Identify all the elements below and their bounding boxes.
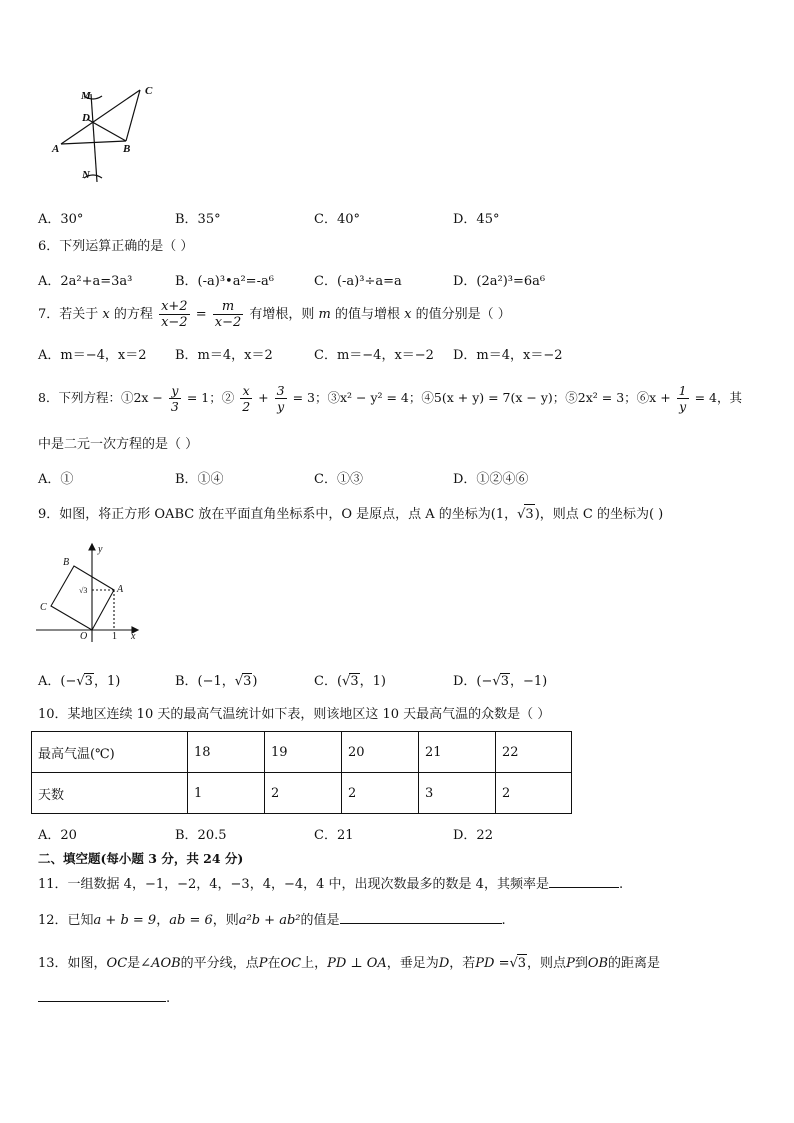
q8-frac-y3-num: y xyxy=(169,383,181,399)
label-sqrt3: √3 xyxy=(79,586,88,595)
q13-perp: PD ⊥ OA xyxy=(327,956,387,971)
q9-opt-d-pre: D．(− xyxy=(453,674,493,689)
q12-text-3: ，则 xyxy=(212,913,239,928)
y-axis-arrow xyxy=(89,544,95,550)
q9-opt-a-post: ，1) xyxy=(93,674,121,689)
q5-option-c: C．40° xyxy=(314,212,360,227)
q8-stem xyxy=(38,380,742,416)
q8-frac-x2-den: 2 xyxy=(242,399,251,414)
segment-ab xyxy=(61,141,126,144)
q12-stem xyxy=(38,912,506,930)
q13-text-2: 是 xyxy=(127,956,141,971)
q6-option-a: A．2a²+a=3a³ xyxy=(38,274,133,289)
q13-answer-blank[interactable] xyxy=(38,1001,166,1002)
table-cell: 18 xyxy=(188,732,265,773)
q8-fraction-x2 xyxy=(240,383,252,414)
label-m: M xyxy=(81,90,91,102)
q13-pd: PD = xyxy=(475,956,510,971)
q9-option-a: A．(−√3，1) xyxy=(38,674,121,689)
label-d: D xyxy=(82,112,90,124)
q8-frac-y3-den: 3 xyxy=(170,399,179,414)
q5-option-a: A．30° xyxy=(38,212,84,227)
q8-frac-1y-num: 1 xyxy=(678,383,687,398)
q13-stem: 13．如图，OC是∠AOB的平分线，点P在OC上，PD ⊥ OA，垂足为D，若PD =√3，则点P到OB的距离是 xyxy=(38,956,661,971)
q7-fraction-2 xyxy=(213,299,244,330)
table-cell: 3 xyxy=(419,773,496,814)
label-one: 1 xyxy=(112,631,117,642)
q9-opt-a-rad: 3 xyxy=(84,674,93,689)
q7-option-c: C．m＝−4，x＝−2 xyxy=(314,348,434,363)
q7-frac2-num: m xyxy=(213,299,244,315)
table-cell: 2 xyxy=(496,773,572,814)
q13-text-1: 13．如图， xyxy=(38,956,107,971)
q7-stem xyxy=(38,297,511,333)
q8-frac-3y-den: y xyxy=(277,399,285,414)
table-cell: 2 xyxy=(265,773,342,814)
q13-angle: ∠AOB xyxy=(140,956,181,971)
q8-option-b: B．①④ xyxy=(175,472,224,487)
q7-var-x: x xyxy=(102,307,110,322)
q13-text-8: ，则点 xyxy=(527,956,567,971)
q5-option-d: D．45° xyxy=(453,212,500,227)
q7-option-b: B．m＝4，x＝2 xyxy=(175,348,273,363)
label-o: O xyxy=(80,631,88,642)
q9-option-b: B．(−1，√3) xyxy=(175,674,258,689)
table-cell: 最高气温(℃) xyxy=(32,732,188,773)
q13-sqrt-3: 3 xyxy=(517,956,527,971)
q8-text-1: 8．下列方程：①2x − xyxy=(38,390,163,405)
square-oabc xyxy=(51,566,114,630)
q13-text-9: 到 xyxy=(574,956,588,971)
q7-text-2: 的方程 xyxy=(113,307,153,322)
q7-text-4: 的值与增根 xyxy=(335,307,401,322)
q8-fraction-1y xyxy=(677,383,689,414)
table-cell: 天数 xyxy=(32,773,188,814)
q8-text-3: = 3；③x² − y² = 4；④5(x + y) = 7(x − y)；⑤2x² = 3；⑥x + xyxy=(292,390,671,405)
label-x: x xyxy=(131,631,136,642)
q7-equals: = xyxy=(195,307,207,322)
q13-p-2: P xyxy=(566,956,575,971)
q8-plus: + xyxy=(258,390,269,405)
label-c: C xyxy=(40,602,47,613)
q9-text-2: )，则点 C 的坐标为( ) xyxy=(534,507,664,522)
q8-frac-3y-num: 3 xyxy=(276,383,285,398)
q13-ob: OB xyxy=(587,956,609,971)
q9-figure xyxy=(34,540,144,644)
q8-option-d: D．①②④⑥ xyxy=(453,472,529,487)
q13-p-1: P xyxy=(258,956,268,971)
q11-end: . xyxy=(618,877,624,892)
q9-opt-a-pre: A．(− xyxy=(38,674,77,689)
q7-fraction-1 xyxy=(159,299,190,330)
label-n: N xyxy=(82,169,90,181)
q8-text-2: = 1；② xyxy=(186,390,235,405)
q12-text-1: 12．已知 xyxy=(38,913,94,928)
q6-stem: 6．下列运算正确的是（ ） xyxy=(38,239,194,254)
q13-text-7: ，若 xyxy=(449,956,476,971)
q9-option-d: D．(−√3，−1) xyxy=(453,674,548,689)
q9-opt-d-post: ，−1) xyxy=(509,674,548,689)
q9-opt-b-post: ) xyxy=(252,674,258,689)
q9-text-1: 9．如图，将正方形 OABC 放在平面直角坐标系中，O 是原点，点 A 的坐标为(1， xyxy=(38,507,518,522)
q9-opt-c-post: ，1) xyxy=(359,674,386,689)
q9-stem: 9．如图，将正方形 OABC 放在平面直角坐标系中，O 是原点，点 A 的坐标为(1，√3)，则点 C 的坐标为( ) xyxy=(38,504,663,525)
q7-option-a: A．m＝−4，x＝2 xyxy=(38,348,147,363)
q13-d: D xyxy=(438,956,450,971)
q9-sqrt-3: 3 xyxy=(524,504,534,525)
line-mn xyxy=(91,94,97,182)
q13-answer-line xyxy=(38,990,170,1008)
label-b: B xyxy=(123,143,131,155)
label-c: C xyxy=(145,85,153,97)
q13-text-3: 的平分线，点 xyxy=(180,956,259,971)
q13-text-10: 的距离是 xyxy=(608,956,661,971)
q13-end: . xyxy=(166,991,171,1006)
q7-text-3: 有增根，则 xyxy=(249,307,315,322)
table-row xyxy=(32,773,572,814)
q8-fraction-3y xyxy=(275,383,287,414)
q13-oc-1: OC xyxy=(106,956,128,971)
q9-opt-c-rad: 3 xyxy=(350,674,359,689)
q12-answer-blank[interactable] xyxy=(340,923,502,924)
q13-text-6: ，垂足为 xyxy=(386,956,439,971)
q12-expr-2: ab = 6 xyxy=(169,913,213,928)
q12-end: . xyxy=(501,913,506,928)
q5-figure xyxy=(50,82,165,190)
q7-var-x-2: x xyxy=(404,307,412,322)
q9-option-c: C．(√3，1) xyxy=(314,674,386,689)
q8-option-c: C．①③ xyxy=(314,472,363,487)
table-cell: 19 xyxy=(265,732,342,773)
q12-text-2: ， xyxy=(156,913,170,928)
table-row xyxy=(32,732,572,773)
q5-option-b: B．35° xyxy=(175,212,221,227)
q10-option-a: A．20 xyxy=(38,828,77,843)
q8-fraction-y3 xyxy=(169,383,181,414)
q11-stem xyxy=(38,876,623,894)
section-heading: 二、填空题(每小题 3 分，共 24 分) xyxy=(38,851,244,866)
table-cell: 2 xyxy=(342,773,419,814)
q6-option-b: B．(-a)³•a²=-a⁶ xyxy=(175,274,274,289)
q10-option-d: D．22 xyxy=(453,828,493,843)
q7-frac1-num: x+2 xyxy=(161,299,188,314)
q8-text-4: = 4，其 xyxy=(694,390,742,405)
q13-text-4: 在 xyxy=(267,956,281,971)
q7-var-m: m xyxy=(318,307,331,322)
q11-answer-blank[interactable] xyxy=(549,887,619,888)
q9-opt-b-rad: 3 xyxy=(243,674,252,689)
table-cell: 22 xyxy=(496,732,572,773)
q8-stem-line2: 中是二元一次方程的是（ ） xyxy=(38,437,199,452)
q13-text-5: 上， xyxy=(301,956,328,971)
q6-option-c: C．(-a)³÷a=a xyxy=(314,274,402,289)
label-a: A xyxy=(117,584,124,595)
table-cell: 20 xyxy=(342,732,419,773)
label-y: y xyxy=(98,544,103,555)
q9-opt-b-pre: B．(−1， xyxy=(175,674,235,689)
label-b: B xyxy=(63,557,70,568)
q11-text: 11．一组数据 4，−1，−2，4，−3，4，−4，4 中，出现次数最多的数是 4，其频率是 xyxy=(38,877,549,892)
q9-opt-c-pre: C．( xyxy=(314,674,343,689)
q7-text-1: 7．若关于 xyxy=(38,307,99,322)
q10-table xyxy=(31,731,572,814)
q9-opt-d-rad: 3 xyxy=(500,674,509,689)
q8-frac-x2-num: x xyxy=(240,383,252,399)
table-cell: 1 xyxy=(188,773,265,814)
label-a: A xyxy=(52,143,60,155)
q13-oc-2: OC xyxy=(280,956,302,971)
q8-option-a: A．① xyxy=(38,472,74,487)
q8-frac-1y-den: y xyxy=(679,399,687,414)
q6-option-d: D．(2a²)³=6a⁶ xyxy=(453,274,546,289)
q10-option-c: C．21 xyxy=(314,828,354,843)
q12-text-4: 的值是 xyxy=(300,913,340,928)
segment-ac xyxy=(61,90,140,144)
q7-option-d: D．m＝4，x＝−2 xyxy=(453,348,563,363)
q12-expr-1: a + b = 9 xyxy=(93,913,157,928)
q7-frac2-den: x−2 xyxy=(214,315,242,330)
q10-option-b: B．20.5 xyxy=(175,828,227,843)
q10-stem: 10．某地区连续 10 天的最高气温统计如下表，则该地区这 10 天最高气温的众数是（ ） xyxy=(38,707,551,722)
q7-text-5: 的值分别是（ ） xyxy=(415,307,511,322)
q7-frac1-den: x−2 xyxy=(161,315,188,330)
table-cell: 21 xyxy=(419,732,496,773)
q12-expr-3: a²b + ab² xyxy=(238,913,301,928)
